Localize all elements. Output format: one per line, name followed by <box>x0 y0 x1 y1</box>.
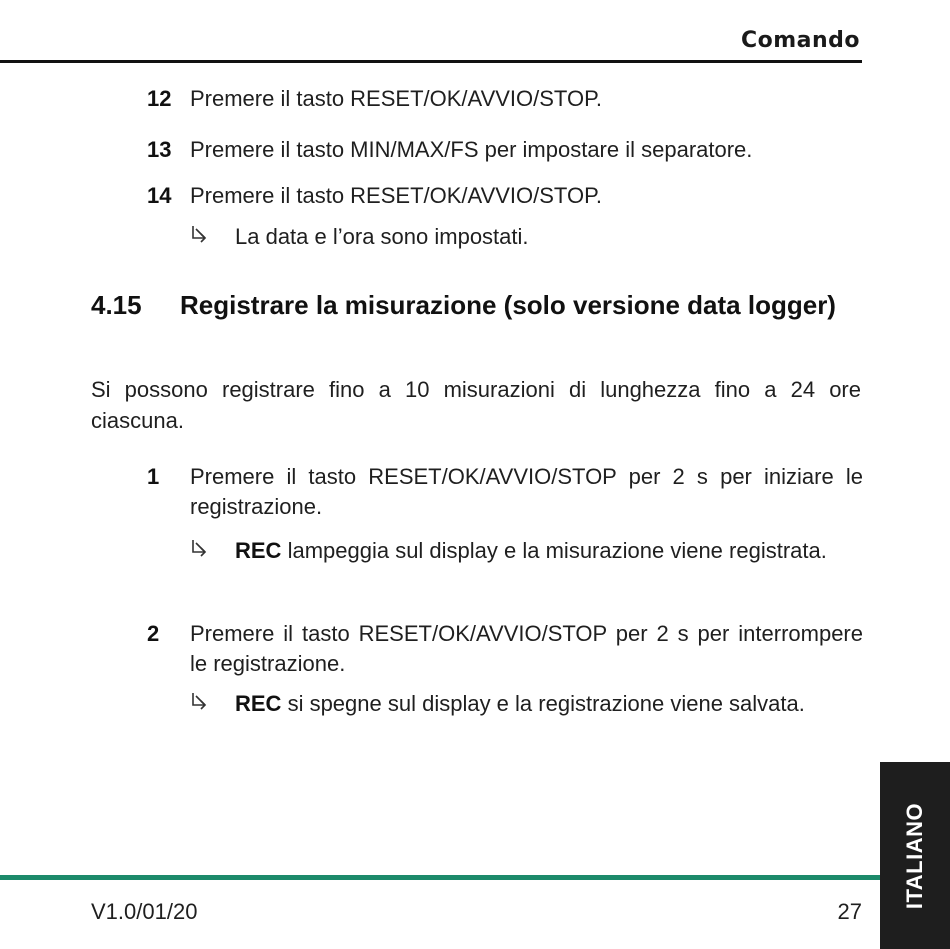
result-arrow-icon <box>190 691 210 715</box>
rec-label: REC <box>235 691 282 716</box>
step-number: 2 <box>147 621 160 646</box>
step-2 <box>147 619 863 679</box>
rec-label: REC <box>235 538 282 563</box>
result-description: lampeggia sul display e la misurazione viene registrata. <box>281 538 827 563</box>
step-12 <box>147 84 863 114</box>
step-text: Premere il tasto RESET/OK/AVVIO/STOP. <box>190 86 603 111</box>
page-number: 27 <box>837 899 862 924</box>
step-number: 14 <box>147 183 172 208</box>
result-text: La data e l’ora sono impostati. <box>235 224 529 249</box>
step-text: Premere il tasto MIN/MAX/FS per impostare il separatore. <box>190 137 753 162</box>
section-title: Registrare la misurazione (solo versione data logger) <box>180 290 836 320</box>
step-13 <box>147 135 863 165</box>
step-2-result <box>190 689 862 719</box>
header-divider <box>0 60 862 63</box>
language-tab <box>880 762 950 949</box>
step-1 <box>147 462 863 522</box>
header-title: Comando <box>740 28 860 53</box>
step-text: Premere il tasto RESET/OK/AVVIO/STOP per 2 s per iniziare le registrazione. <box>190 464 863 519</box>
result-arrow-icon <box>190 224 210 248</box>
result-text <box>235 689 862 719</box>
result-description: si spegne sul display e la registrazione viene salvata. <box>281 691 805 716</box>
document-version: V1.0/01/20 <box>91 899 198 924</box>
footer-divider <box>0 875 880 880</box>
section-heading <box>91 288 861 323</box>
result-arrow-icon <box>190 538 210 562</box>
step-text: Premere il tasto RESET/OK/AVVIO/STOP per 2 s per interrompere le registrazione. <box>190 621 863 676</box>
step-14-result <box>190 222 862 252</box>
step-1-result <box>190 536 862 566</box>
step-number: 12 <box>147 86 172 111</box>
language-label: ITALIANO <box>902 802 927 909</box>
step-number: 1 <box>147 464 160 489</box>
section-number: 4.15 <box>91 290 142 320</box>
step-14 <box>147 181 863 211</box>
intro-paragraph: Si possono registrare fino a 10 misurazioni di lunghezza fino a 24 ore ciascuna. <box>91 377 861 433</box>
step-text: Premere il tasto RESET/OK/AVVIO/STOP. <box>190 183 603 208</box>
step-number: 13 <box>147 137 172 162</box>
result-text <box>235 536 862 566</box>
